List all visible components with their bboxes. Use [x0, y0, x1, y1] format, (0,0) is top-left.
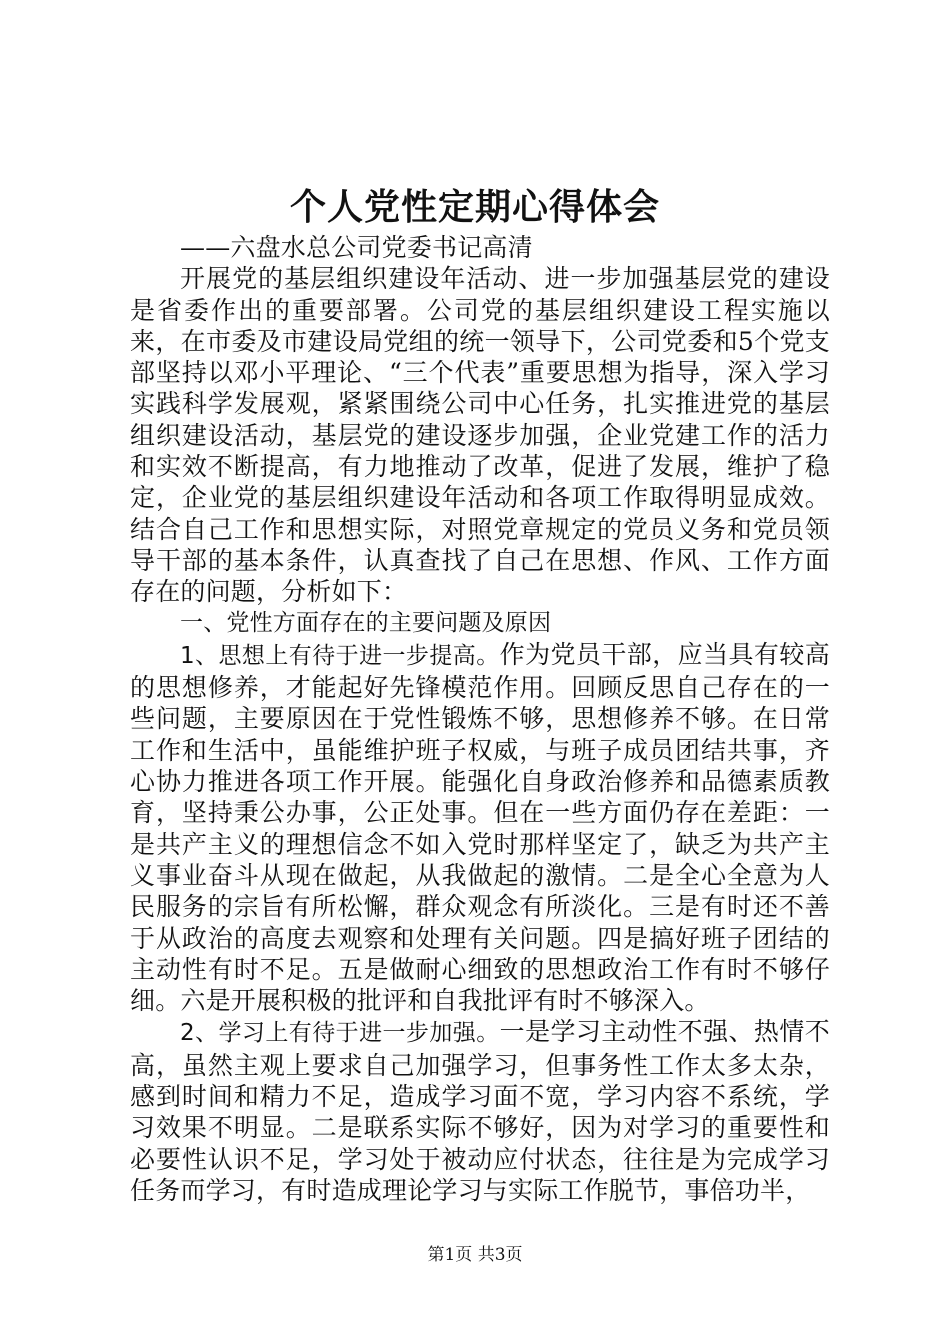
page-indicator: 第1页 共3页: [427, 1245, 523, 1265]
item-1-lead: 1、思想上有待于进一步提高。: [180, 642, 500, 669]
item-2-lead: 2、学习上有待于进一步加强。: [180, 1020, 500, 1047]
item-2-paragraph: [130, 1016, 830, 1206]
document-title: 个人党性定期心得体会: [289, 187, 660, 228]
intro-paragraph: 开展党的基层组织建设年活动、进一步加强基层党的建设是省委作出的重要部署。公司党的基层组织建设工程实施以来，在市委及市建设局党组的统一领导下，公司党委和5个党支部坚持以邓小平理论、“三个代表”重要思想为指导，深入学习实践科学发展观，紧紧围绕公司中心任务，扎实推进党的基层组织建设活动，基层党的建设逐步加强，企业党建工作的活力和实效不断提高，有力地推动了改革，促进了发展，维护了稳定，企业党的基层组织建设年活动和各项工作取得明显成效。结合自己工作和思想实际，对照党章规定的党员义务和党员领导干部的基本条件，认真查找了自己在思想、作风、工作方面存在的问题，分析如下：: [130, 264, 830, 607]
item-1-paragraph: [130, 639, 830, 1017]
author-byline: ——六盘水总公司党委书记高清: [180, 233, 533, 262]
item-1-text: 作为党员干部，应当具有较高的思想修养，才能起好先锋模范作用。回顾反思自己存在的一些问题，主要原因在于党性锻炼不够，思想修养不够。在日常工作和生活中，虽能维护班子权威，与班子成员团结共事，齐心协力推进各项工作开展。能强化自身政治修养和品德素质教育，坚持秉公办事，公正处事。但在一些方面仍存在差距：一是共产主义的理想信念不如入党时那样坚定了，缺乏为共产主义事业奋斗从现在做起，从我做起的激情。二是全心全意为人民服务的宗旨有所松懈，群众观念有所淡化。三是有时还不善于从政治的高度去观察和处理有关问题。四是搞好班子团结的主动性有时不足。五是做耐心细致的思想政治工作有时不够仔细。六是开展积极的批评和自我批评有时不够深入。: [130, 639, 830, 1016]
item-2-text: 一是学习主动性不强、热情不高，虽然主观上要求自己加强学习，但事务性工作太多太杂，感到时间和精力不足，造成学习面不宽，学习内容不系统，学习效果不明显。二是联系实际不够好，因为对学习的重要性和必要性认识不足，学习处于被动应付状态，往往是为完成学习任务而学习，有时造成理论学习与实际工作脱节，事倍功半，: [130, 1017, 830, 1205]
document-body: [130, 232, 830, 1206]
section-heading: 一、党性方面存在的主要问题及原因: [180, 609, 552, 636]
